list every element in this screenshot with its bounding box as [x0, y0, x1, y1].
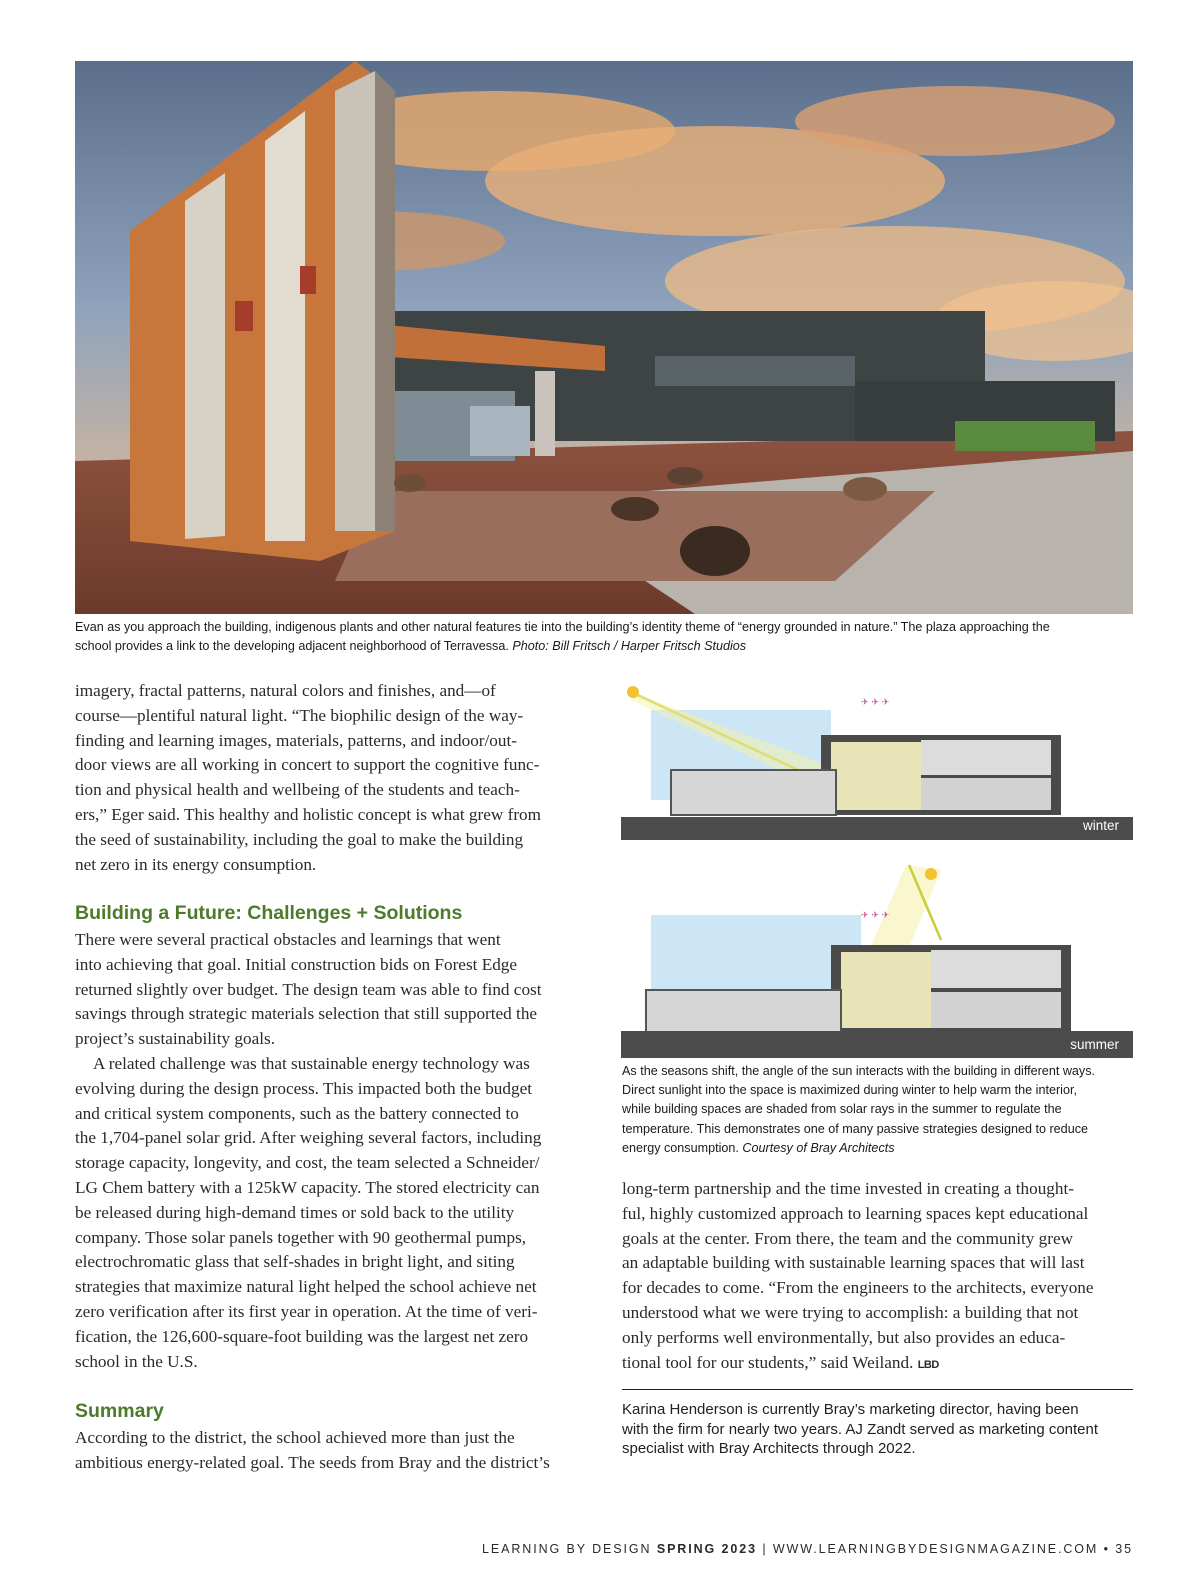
- text-line: electrochromatic glass that self-shades in bright light, and siting: [75, 1252, 515, 1272]
- conclusion-paragraph: [622, 1177, 1137, 1377]
- text-line: net zero in its energy consumption.: [75, 854, 317, 874]
- section-heading-challenges: Building a Future: Challenges + Solutions: [75, 902, 463, 924]
- caption-line: temperature. This demonstrates one of many passive strategies designed to reduce: [622, 1121, 1088, 1136]
- bio-line: with the firm for nearly two years. AJ Zandt served as marketing content: [622, 1420, 1099, 1438]
- caption-line: while building spaces are shaded from solar rays in the summer to regulate the: [622, 1102, 1062, 1117]
- text-line: tion and physical health and wellbeing of the students and teach-: [75, 780, 520, 800]
- text-line: an adaptable building with sustainable learning spaces that will last: [622, 1253, 1085, 1273]
- text-line: long-term partnership and the time invested in creating a thought-: [622, 1179, 1074, 1198]
- text-line: only performs well environmentally, but also provides an educa-: [622, 1327, 1066, 1347]
- page-number: 35: [1115, 1542, 1133, 1556]
- svg-text:✈ ✈ ✈: ✈ ✈ ✈: [861, 698, 890, 708]
- photo-caption-line-1: Evan as you approach the building, indigenous plants and other natural features tie into the building’s identity theme of “energy grounded in nature.” The plaza approaching the: [75, 620, 1050, 634]
- caption-line: As the seasons shift, the angle of the sun interacts with the building in different ways.: [622, 1064, 1096, 1078]
- text-line: LG Chem battery with a 125kW capacity. The stored electricity can: [75, 1177, 540, 1197]
- winter-building-section-illustration: [621, 680, 1133, 840]
- lbd-end-mark: LBD: [917, 1358, 939, 1371]
- school-building-photo: [75, 61, 1133, 614]
- text-line: into achieving that goal. Initial construction bids on Forest Edge: [75, 954, 518, 974]
- summer-label: summer: [1070, 1037, 1119, 1052]
- text-line: door views are all working in concert to support the cognitive func-: [75, 755, 540, 775]
- bio-line: specialist with Bray Architects through 2022.: [622, 1440, 916, 1457]
- diagram-caption: [622, 1062, 1133, 1158]
- text-line: There were several practical obstacles and learnings that went: [75, 930, 501, 949]
- text-line: storage capacity, longevity, and cost, the team selected a Schneider/: [75, 1153, 540, 1173]
- text-line: According to the district, the school achieved more than just the: [75, 1428, 515, 1447]
- footer-url: WWW.LEARNINGBYDESIGNMAGAZINE.COM: [772, 1542, 1099, 1556]
- text-line: imagery, fractal patterns, natural colors and finishes, and—of: [75, 681, 496, 700]
- summer-building-section-illustration: [621, 860, 1133, 1058]
- text-line: goals at the center. From there, the team and the community grew: [622, 1228, 1074, 1248]
- text-line: zero verification after its first year in operation. At the time of veri-: [75, 1301, 538, 1321]
- text-line: the seed of sustainability, including the goal to make the building: [75, 829, 524, 849]
- text-line: company. Those solar panels together with 90 geothermal pumps,: [75, 1227, 527, 1247]
- text-line: ful, highly customized approach to learning spaces kept educational: [622, 1203, 1089, 1223]
- summer-section-diagram: [621, 860, 1133, 1058]
- photo-caption: [75, 618, 1135, 656]
- text-line: understood what we were trying to accomplish: a building that not: [622, 1302, 1079, 1322]
- svg-text:✈ ✈ ✈: ✈ ✈ ✈: [861, 911, 890, 921]
- hero-photo: [75, 61, 1133, 614]
- caption-line: Direct sunlight into the space is maximized during winter to help warm the interior,: [622, 1083, 1077, 1098]
- text-line: A related challenge was that sustainable energy technology was: [93, 1053, 530, 1073]
- footer-issue: SPRING 2023: [656, 1542, 757, 1556]
- text-line: evolving during the design process. This impacted both the budget: [75, 1078, 532, 1098]
- text-line: returned slightly over budget. The design team was able to find cost: [75, 979, 542, 999]
- footer-bullet: •: [1103, 1542, 1110, 1556]
- text-line: tional tool for our students,” said Weiland.: [622, 1352, 914, 1372]
- challenges-paragraph: [75, 928, 590, 1374]
- intro-paragraph: [75, 679, 590, 877]
- page-footer: [482, 1542, 1133, 1556]
- text-line: for decades to come. “From the engineers to the architects, everyone: [622, 1278, 1094, 1298]
- caption-line: energy consumption.: [622, 1140, 739, 1155]
- section-heading-summary: Summary: [75, 1400, 164, 1422]
- winter-label: winter: [1082, 818, 1119, 833]
- text-line: finding and learning images, materials, patterns, and indoor/out-: [75, 730, 517, 750]
- bio-line: Karina Henderson is currently Bray’s marketing director, having been: [622, 1401, 1079, 1418]
- photo-caption-line-2: school provides a link to the developing adjacent neighborhood of Terravessa.: [75, 639, 509, 653]
- text-line: and critical system components, such as the battery connected to: [75, 1103, 519, 1123]
- text-line: the 1,704-panel solar grid. After weighing several factors, including: [75, 1128, 542, 1148]
- text-line: ers,” Eger said. This healthy and holistic concept is what grew from: [75, 804, 542, 824]
- text-line: strategies that maximize natural light helped the school achieve net: [75, 1277, 537, 1297]
- text-line: course—plentiful natural light. “The biophilic design of the way-: [75, 705, 524, 725]
- footer-magazine-name: LEARNING BY DESIGN: [482, 1542, 652, 1556]
- text-line: fication, the 126,600-square-foot building was the largest net zero: [75, 1326, 529, 1346]
- summary-paragraph: [75, 1426, 590, 1476]
- winter-section-diagram: [621, 680, 1133, 840]
- text-line: project’s sustainability goals.: [75, 1029, 276, 1049]
- diagram-credit: Courtesy of Bray Architects: [742, 1140, 895, 1155]
- author-bio: [622, 1389, 1133, 1459]
- footer-separator: |: [762, 1542, 768, 1556]
- photo-credit: Photo: Bill Fritsch / Harper Fritsch Studios: [512, 639, 747, 653]
- text-line: school in the U.S.: [75, 1351, 198, 1371]
- text-line: savings through strategic materials selection that still supported the: [75, 1004, 538, 1024]
- text-line: be released during high-demand times or sold back to the utility: [75, 1202, 515, 1222]
- text-line: ambitious energy-related goal. The seeds from Bray and the district’s: [75, 1452, 550, 1472]
